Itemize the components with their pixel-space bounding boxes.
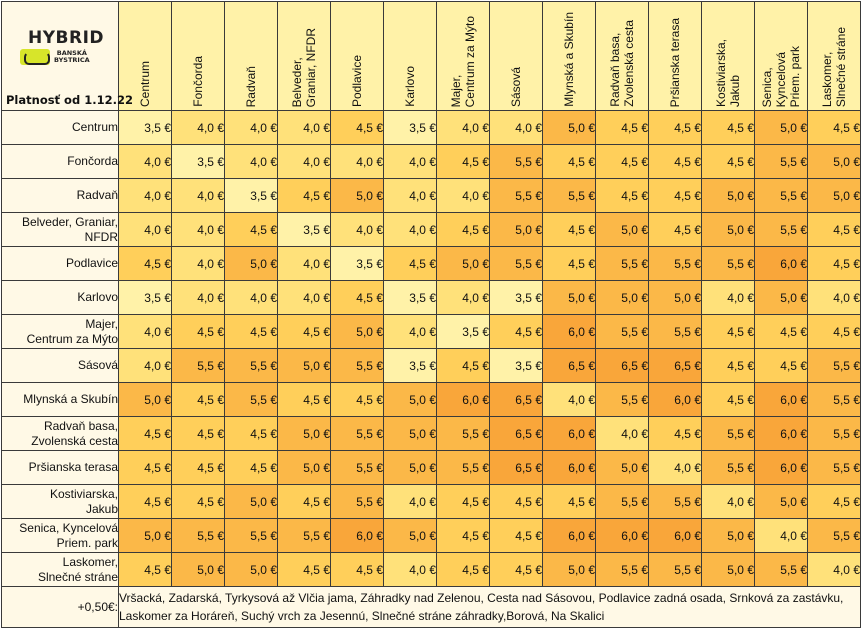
column-header-label: Belveder, Graniar, NFDR: [290, 27, 318, 107]
price-cell: 5,5 €: [649, 315, 702, 349]
price-cell: 5,0 €: [384, 383, 437, 417]
price-cell: 6,0 €: [331, 519, 384, 553]
price-cell: 5,5 €: [331, 349, 384, 383]
price-cell: 4,0 €: [437, 281, 490, 315]
price-cell: 5,0 €: [384, 417, 437, 451]
price-cell: 4,0 €: [119, 315, 172, 349]
price-cell: 5,0 €: [225, 485, 278, 519]
price-cell: 4,5 €: [384, 247, 437, 281]
price-cell: 5,5 €: [649, 553, 702, 587]
price-cell: 5,5 €: [649, 247, 702, 281]
price-cell: 4,0 €: [172, 247, 225, 281]
price-cell: 4,5 €: [808, 485, 861, 519]
price-cell: 4,5 €: [490, 553, 543, 587]
price-cell: 5,0 €: [278, 417, 331, 451]
price-cell: 5,5 €: [278, 519, 331, 553]
price-cell: 4,5 €: [119, 485, 172, 519]
price-cell: 4,0 €: [596, 417, 649, 451]
price-cell: 4,0 €: [755, 519, 808, 553]
row-header: Majer, Centrum za Mýto: [2, 315, 119, 349]
price-cell: 4,5 €: [225, 417, 278, 451]
price-cell: 4,0 €: [384, 213, 437, 247]
price-cell: 6,0 €: [543, 315, 596, 349]
table-body: [2, 111, 861, 587]
price-cell: 5,5 €: [702, 451, 755, 485]
price-cell: 5,5 €: [596, 553, 649, 587]
price-cell: 5,5 €: [225, 349, 278, 383]
price-cell: 6,5 €: [543, 349, 596, 383]
price-cell: 4,0 €: [278, 145, 331, 179]
price-cell: 4,5 €: [172, 451, 225, 485]
column-header: [384, 2, 437, 111]
row-header: Kostiviarska, Jakub: [2, 485, 119, 519]
price-cell: 4,5 €: [490, 315, 543, 349]
column-header-label: Majer, Centrum za Mýto: [449, 15, 477, 107]
price-cell: 5,0 €: [225, 553, 278, 587]
row-header: Radvaň basa, Zvolenská cesta: [2, 417, 119, 451]
price-cell: 4,5 €: [437, 145, 490, 179]
column-header-label: Radvaň basa, Zvolenská cesta: [608, 20, 636, 107]
price-cell: 4,5 €: [278, 485, 331, 519]
price-cell: 5,0 €: [490, 213, 543, 247]
price-cell: 4,5 €: [278, 553, 331, 587]
price-cell: 4,0 €: [225, 145, 278, 179]
price-cell: 5,5 €: [596, 315, 649, 349]
price-cell: 6,0 €: [543, 519, 596, 553]
table-row: [2, 485, 861, 519]
price-cell: 6,0 €: [596, 519, 649, 553]
price-cell: 6,0 €: [755, 383, 808, 417]
price-cell: 4,0 €: [119, 213, 172, 247]
price-cell: 4,0 €: [384, 179, 437, 213]
price-cell: 4,5 €: [437, 485, 490, 519]
table-row: [2, 553, 861, 587]
price-cell: 5,0 €: [755, 111, 808, 145]
price-cell: 5,0 €: [596, 281, 649, 315]
table-row: [2, 247, 861, 281]
price-cell: 4,5 €: [225, 213, 278, 247]
column-header-label: Sásová: [509, 66, 523, 107]
price-cell: 3,5 €: [490, 281, 543, 315]
header-row: [2, 2, 861, 111]
price-cell: 4,5 €: [119, 451, 172, 485]
price-cell: 3,5 €: [384, 111, 437, 145]
price-cell: 5,5 €: [490, 247, 543, 281]
logo-city-line2: BYSTRICA: [54, 56, 90, 64]
price-cell: 5,5 €: [808, 417, 861, 451]
column-header: [225, 2, 278, 111]
price-cell: 4,5 €: [172, 383, 225, 417]
price-cell: 4,0 €: [331, 145, 384, 179]
table-row: [2, 179, 861, 213]
price-cell: 6,5 €: [596, 349, 649, 383]
price-cell: 5,5 €: [596, 383, 649, 417]
price-cell: 4,0 €: [437, 111, 490, 145]
price-cell: 4,5 €: [172, 315, 225, 349]
price-cell: 4,5 €: [808, 111, 861, 145]
price-cell: 5,0 €: [437, 247, 490, 281]
column-header-label: Kostiviarska, Jakub: [714, 38, 742, 107]
price-cell: 4,5 €: [278, 179, 331, 213]
price-cell: 4,5 €: [278, 383, 331, 417]
price-cell: 4,5 €: [225, 451, 278, 485]
price-cell: 5,5 €: [808, 519, 861, 553]
price-cell: 5,5 €: [808, 451, 861, 485]
price-cell: 5,5 €: [808, 383, 861, 417]
price-cell: 5,5 €: [755, 553, 808, 587]
price-cell: 6,0 €: [437, 383, 490, 417]
price-cell: 5,0 €: [596, 451, 649, 485]
price-cell: 4,5 €: [649, 179, 702, 213]
price-cell: 5,5 €: [755, 179, 808, 213]
column-header: [172, 2, 225, 111]
logo-city-line1: BANSKÁ: [56, 49, 87, 57]
price-cell: 5,0 €: [384, 451, 437, 485]
price-table: [1, 1, 861, 628]
price-cell: 4,5 €: [596, 111, 649, 145]
price-cell: 4,5 €: [543, 247, 596, 281]
price-cell: 6,0 €: [755, 417, 808, 451]
price-cell: 3,5 €: [331, 247, 384, 281]
price-cell: 5,5 €: [225, 519, 278, 553]
price-cell: 4,5 €: [437, 213, 490, 247]
price-cell: 4,0 €: [702, 281, 755, 315]
column-header: [596, 2, 649, 111]
surcharge-row: [2, 587, 861, 628]
price-cell: 5,5 €: [331, 451, 384, 485]
price-cell: 6,0 €: [649, 519, 702, 553]
price-cell: 4,5 €: [649, 111, 702, 145]
column-header-label: Pršianska terasa: [668, 17, 682, 107]
column-header: [755, 2, 808, 111]
price-cell: 4,5 €: [490, 519, 543, 553]
price-cell: 5,5 €: [649, 485, 702, 519]
price-cell: 5,5 €: [331, 417, 384, 451]
price-cell: 5,0 €: [119, 383, 172, 417]
price-cell: 4,5 €: [437, 553, 490, 587]
column-header: [278, 2, 331, 111]
taxi-badge-icon: [20, 49, 50, 65]
price-cell: 5,0 €: [702, 519, 755, 553]
price-cell: 4,5 €: [755, 315, 808, 349]
price-cell: 5,0 €: [543, 111, 596, 145]
price-cell: 4,0 €: [649, 451, 702, 485]
price-cell: 4,0 €: [225, 281, 278, 315]
price-cell: 4,5 €: [490, 485, 543, 519]
price-cell: 5,0 €: [225, 247, 278, 281]
price-cell: 4,5 €: [278, 315, 331, 349]
column-header-label: Mlynská a Skubín: [562, 12, 576, 107]
price-cell: 3,5 €: [172, 145, 225, 179]
row-header: Pršianska terasa: [2, 451, 119, 485]
price-cell: 4,5 €: [119, 553, 172, 587]
column-header: [490, 2, 543, 111]
price-cell: 4,5 €: [331, 553, 384, 587]
price-cell: 4,5 €: [331, 111, 384, 145]
surcharge-locations: Vršacká, Zadarská, Tyrkysová až Vlčia jama, Záhradky nad Zelenou, Cesta nad Sásovou, Podlavice zadná osada, Srnková za zastávku, Laskomer za Horáreň, Suchý vrch za Jesennú, Slnečné stráne záhradky,Borová, Na Skalici: [119, 587, 861, 628]
price-cell: 4,5 €: [119, 417, 172, 451]
row-header: Centrum: [2, 111, 119, 145]
price-cell: 4,5 €: [702, 349, 755, 383]
price-cell: 4,0 €: [225, 111, 278, 145]
price-cell: 4,0 €: [278, 247, 331, 281]
price-cell: 4,5 €: [172, 417, 225, 451]
price-cell: 4,0 €: [384, 553, 437, 587]
price-cell: 5,0 €: [649, 281, 702, 315]
price-cell: 4,5 €: [331, 383, 384, 417]
price-cell: 4,5 €: [702, 111, 755, 145]
table-row: [2, 111, 861, 145]
column-header-label: Senica, Kyncelová Priem. park: [760, 45, 802, 107]
column-header: [331, 2, 384, 111]
price-cell: 4,0 €: [172, 179, 225, 213]
price-cell: 4,0 €: [702, 485, 755, 519]
row-header: Radvaň: [2, 179, 119, 213]
row-header: Belveder, Graniar, NFDR: [2, 213, 119, 247]
price-cell: 6,0 €: [543, 417, 596, 451]
price-cell: 5,5 €: [225, 383, 278, 417]
price-cell: 4,5 €: [808, 315, 861, 349]
table-row: [2, 417, 861, 451]
price-cell: 5,5 €: [702, 247, 755, 281]
price-cell: 4,5 €: [119, 247, 172, 281]
price-cell: 4,0 €: [808, 281, 861, 315]
price-cell: 4,5 €: [702, 315, 755, 349]
price-cell: 4,0 €: [172, 213, 225, 247]
hybrid-logo: [20, 30, 112, 65]
price-cell: 4,0 €: [384, 315, 437, 349]
surcharge-label: +0,50€:: [2, 587, 119, 628]
column-header-label: Karlovo: [403, 66, 417, 107]
price-cell: 5,0 €: [278, 451, 331, 485]
price-cell: 6,5 €: [490, 417, 543, 451]
column-header: [437, 2, 490, 111]
price-cell: 4,0 €: [808, 553, 861, 587]
price-cell: 6,5 €: [649, 349, 702, 383]
price-cell: 4,0 €: [119, 349, 172, 383]
price-cell: 5,0 €: [808, 145, 861, 179]
price-cell: 5,0 €: [331, 315, 384, 349]
price-cell: 4,5 €: [702, 145, 755, 179]
price-cell: 4,5 €: [808, 213, 861, 247]
price-cell: 5,5 €: [808, 349, 861, 383]
row-header: Laskomer, Slnečné stráne: [2, 553, 119, 587]
price-cell: 6,0 €: [755, 451, 808, 485]
price-cell: 4,5 €: [808, 247, 861, 281]
table-row: [2, 383, 861, 417]
price-cell: 4,0 €: [172, 281, 225, 315]
table-row: [2, 451, 861, 485]
price-cell: 5,0 €: [596, 213, 649, 247]
price-cell: 3,5 €: [384, 349, 437, 383]
price-cell: 5,0 €: [702, 213, 755, 247]
row-header: Senica, Kyncelová Priem. park: [2, 519, 119, 553]
column-header: [702, 2, 755, 111]
row-header: Sásová: [2, 349, 119, 383]
price-cell: 5,0 €: [755, 485, 808, 519]
price-cell: 5,5 €: [596, 247, 649, 281]
price-cell: 5,0 €: [702, 179, 755, 213]
table-row: [2, 213, 861, 247]
price-cell: 5,0 €: [702, 553, 755, 587]
price-cell: 5,0 €: [119, 519, 172, 553]
price-cell: 5,5 €: [702, 417, 755, 451]
price-cell: 4,5 €: [755, 349, 808, 383]
price-cell: 5,5 €: [172, 349, 225, 383]
price-cell: 4,0 €: [119, 179, 172, 213]
price-cell: 4,0 €: [384, 485, 437, 519]
price-cell: 5,5 €: [437, 451, 490, 485]
price-cell: 4,5 €: [649, 213, 702, 247]
price-cell: 3,5 €: [490, 349, 543, 383]
price-cell: 4,5 €: [543, 145, 596, 179]
price-cell: 3,5 €: [278, 213, 331, 247]
price-cell: 5,0 €: [755, 281, 808, 315]
column-header-label: Radvaň: [244, 65, 258, 107]
table-row: [2, 281, 861, 315]
row-header: Podlavice: [2, 247, 119, 281]
price-cell: 5,5 €: [596, 485, 649, 519]
price-cell: 4,0 €: [278, 281, 331, 315]
column-header-label: Fončorda: [191, 56, 205, 107]
column-header: [808, 2, 861, 111]
price-cell: 4,5 €: [543, 213, 596, 247]
price-cell: 6,0 €: [649, 383, 702, 417]
price-cell: 4,0 €: [543, 383, 596, 417]
price-cell: 4,5 €: [543, 485, 596, 519]
column-header-label: Laskomer, Slnečné stráne: [820, 26, 848, 107]
price-cell: 4,0 €: [384, 145, 437, 179]
price-cell: 5,0 €: [543, 281, 596, 315]
price-cell: 4,5 €: [702, 383, 755, 417]
logo-wordmark: HYBRID: [27, 28, 105, 48]
price-cell: 5,0 €: [808, 179, 861, 213]
column-header-label: Podlavice: [350, 54, 364, 107]
price-cell: 5,5 €: [755, 145, 808, 179]
price-cell: 5,5 €: [755, 213, 808, 247]
corner-cell: [2, 2, 133, 111]
logo-city: [54, 50, 90, 64]
price-cell: 6,5 €: [490, 451, 543, 485]
price-cell: 6,5 €: [490, 383, 543, 417]
price-cell: 4,5 €: [649, 145, 702, 179]
table-row: [2, 145, 861, 179]
price-cell: 4,0 €: [278, 111, 331, 145]
price-cell: 5,5 €: [331, 485, 384, 519]
row-header: Fončorda: [2, 145, 119, 179]
price-cell: 5,5 €: [490, 145, 543, 179]
price-cell: 4,5 €: [596, 179, 649, 213]
price-cell: 4,0 €: [331, 213, 384, 247]
price-cell: 4,0 €: [437, 179, 490, 213]
price-cell: 4,0 €: [172, 111, 225, 145]
price-cell: 4,5 €: [225, 315, 278, 349]
column-header: [543, 2, 596, 111]
price-cell: 3,5 €: [225, 179, 278, 213]
column-header-label: Centrum: [138, 60, 152, 107]
price-cell: 4,5 €: [437, 349, 490, 383]
table-row: [2, 349, 861, 383]
price-cell: 4,5 €: [331, 281, 384, 315]
price-cell: 5,0 €: [278, 349, 331, 383]
price-cell: 3,5 €: [119, 111, 172, 145]
row-header: Karlovo: [2, 281, 119, 315]
price-cell: 3,5 €: [384, 281, 437, 315]
price-cell: 5,5 €: [437, 417, 490, 451]
price-cell: 4,5 €: [437, 519, 490, 553]
price-cell: 4,5 €: [596, 145, 649, 179]
price-cell: 5,5 €: [490, 179, 543, 213]
price-cell: 6,0 €: [543, 451, 596, 485]
price-cell: 5,5 €: [172, 519, 225, 553]
row-header: Mlynská a Skubín: [2, 383, 119, 417]
price-cell: 5,0 €: [543, 553, 596, 587]
validity-date: Platnosť od 1.12.22: [6, 93, 133, 107]
price-cell: 4,5 €: [172, 485, 225, 519]
price-cell: 5,0 €: [331, 179, 384, 213]
price-cell: 6,0 €: [755, 247, 808, 281]
price-cell: 3,5 €: [437, 315, 490, 349]
column-header: [649, 2, 702, 111]
price-cell: 4,0 €: [119, 145, 172, 179]
price-cell: 5,0 €: [384, 519, 437, 553]
price-cell: 3,5 €: [119, 281, 172, 315]
table-row: [2, 519, 861, 553]
price-cell: 4,0 €: [490, 111, 543, 145]
price-cell: 5,0 €: [172, 553, 225, 587]
price-cell: 5,5 €: [543, 179, 596, 213]
price-cell: 4,5 €: [649, 417, 702, 451]
table-row: [2, 315, 861, 349]
